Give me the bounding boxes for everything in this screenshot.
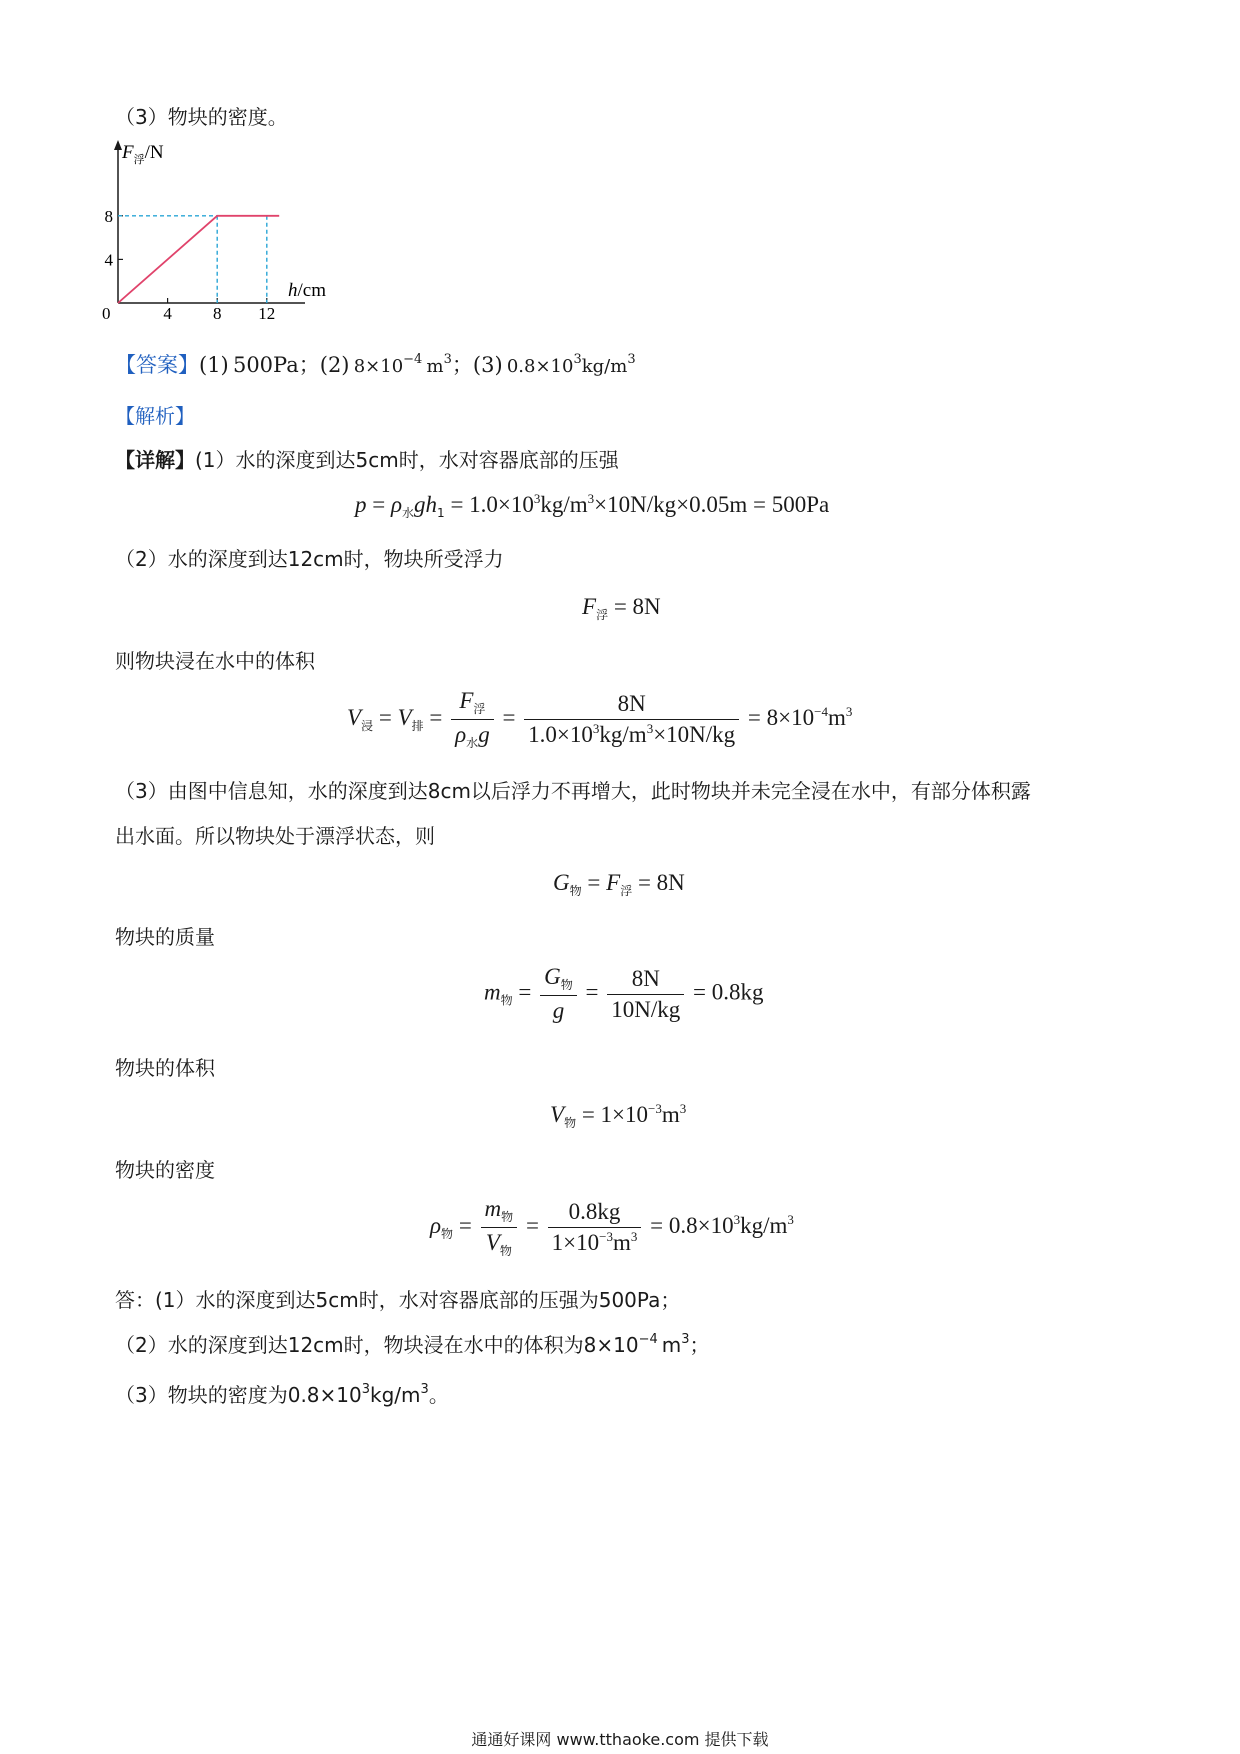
y-tick-label-8: 8: [104, 206, 113, 226]
eq7-frac2-den-unit: m: [613, 1230, 631, 1255]
answer-label: 【答案】: [115, 353, 199, 377]
answer-sep2: ；(3): [451, 353, 503, 377]
eq1-h-sub: 1: [437, 506, 445, 520]
conclusion-3-end: 。: [428, 1383, 449, 1407]
eq5-frac1-G-sub: 物: [560, 978, 573, 992]
eq1-eq: =: [372, 492, 386, 517]
eq4-G-sub: 物: [569, 884, 582, 898]
y-tick-label-4: 4: [104, 250, 113, 270]
eq6-unit: m: [661, 1102, 680, 1127]
eq1-g: g: [414, 492, 426, 517]
eq3-frac2-den-c: ×10N/kg: [653, 722, 736, 747]
equation-mass: [484, 964, 763, 1024]
eq5-frac2: [607, 966, 684, 1023]
eq3-frac2-den-a-exp: 3: [592, 721, 600, 736]
eq3-frac2-num: 8N: [524, 691, 739, 720]
detail-line-5: 物块的质量: [115, 925, 215, 949]
answer-part2-exp: −4: [403, 352, 423, 367]
footer-download-notice: 通通好课网 www.tthaoke.com 提供下载: [471, 1730, 769, 1749]
detail-part1-text: (1）水的深度到达5cm时，水对容器底部的压强: [195, 448, 619, 472]
eq6-rhs: = 1×10: [581, 1102, 649, 1127]
eq3-frac1-F-sub: 浮: [473, 702, 486, 716]
eq5-frac2-den: 10N/kg: [611, 996, 681, 1022]
eq3-rhs-exp: −4: [814, 703, 828, 719]
eq6-V-sub: 物: [564, 1116, 577, 1130]
eq3-frac2-den-b-exp: 3: [646, 721, 654, 736]
detail-line-2: （2）水的深度到达12cm时，物块所受浮力: [115, 547, 504, 571]
eq1-rhs2: kg/m: [540, 492, 588, 517]
conclusion-2-exp: −4: [638, 1332, 658, 1347]
conclusion-line-1: 答：(1）水的深度到达5cm时，水对容器底部的压强为500Pa；: [115, 1288, 681, 1312]
eq1-rhs3: ×10N/kg×0.05m = 500Pa: [594, 492, 830, 517]
equation-density: [430, 1196, 794, 1259]
detail-label: 【详解】: [115, 448, 195, 472]
origin-label: 0: [102, 304, 111, 323]
eq1-rhs: = 1.0×10: [450, 492, 534, 517]
eq7-rhs: = 0.8×10: [650, 1212, 734, 1238]
conclusion-2-end: ；: [689, 1333, 710, 1357]
eq2-rhs: = 8N: [613, 594, 661, 619]
answer-sep1: ；(2): [298, 353, 350, 377]
answer-part3-exp: 3: [573, 352, 582, 367]
conclusion-2-unit: m: [661, 1333, 682, 1357]
eq7-eq1: =: [458, 1212, 472, 1238]
detail-line-7: 物块的密度: [115, 1158, 215, 1182]
eq7-frac1: [481, 1196, 518, 1259]
eq5-m-sub: 物: [500, 993, 513, 1008]
eq1-rhs2-exp: 3: [587, 491, 595, 506]
question-part3: （3）物块的密度。: [115, 105, 288, 129]
eq4-F-sub: 浮: [620, 884, 633, 898]
eq7-frac2: [548, 1199, 642, 1256]
eq5-eq1: =: [518, 979, 532, 1005]
analysis-label: 【解析】: [115, 404, 195, 428]
answer-part3-unit-exp: 3: [627, 352, 636, 367]
x-tick-label-4: 4: [163, 304, 172, 323]
detail-line-1: [115, 446, 619, 474]
eq7-frac1-V: V: [485, 1230, 500, 1255]
answer-part1-value: 500Pa: [232, 353, 299, 377]
detail-line-4a: （3）由图中信息知，水的深度到达8cm以后浮力不再增大，此时物块并未完全浸在水中，有部分体积露: [115, 779, 1031, 803]
eq4-eq: =: [587, 870, 601, 895]
x-axis-label: h/cm: [288, 280, 326, 301]
eq1-p: p: [355, 492, 367, 517]
eq3-frac1-F: F: [459, 688, 474, 713]
eq7-rho: ρ: [430, 1212, 442, 1238]
eq2-F-sub: 浮: [596, 608, 609, 622]
eq6-V: V: [550, 1102, 565, 1127]
conclusion-line-3: [115, 1381, 449, 1409]
answer-part3-value: 0.8×10: [506, 356, 574, 377]
eq3-eq3: =: [502, 704, 516, 730]
eq4-G: G: [553, 870, 570, 895]
eq1-h: h: [425, 492, 438, 517]
conclusion-3-text: （3）物块的密度为0.8×10: [115, 1383, 362, 1407]
eq7-rhs-exp: 3: [733, 1211, 741, 1227]
eq7-frac1-m-sub: 物: [501, 1210, 514, 1224]
eq7-rhs-unit-exp: 3: [787, 1211, 794, 1227]
conclusion-3-unit-exp: 3: [420, 1382, 429, 1397]
eq3-frac2-den-b: kg/m: [599, 722, 647, 747]
eq7-frac1-m: m: [484, 1196, 502, 1221]
eq1-rhs-exp: 3: [533, 491, 541, 506]
eq3-V2: V: [397, 704, 412, 730]
eq7-frac2-den-unit-exp: 3: [630, 1229, 638, 1244]
buoyancy-depth-chart: [100, 138, 360, 368]
eq3-V1: V: [347, 704, 362, 730]
eq5-m: m: [484, 979, 501, 1005]
eq3-eq1: =: [378, 704, 392, 730]
eq7-eq2: =: [525, 1212, 539, 1238]
answer-part2-unit-exp: 3: [443, 352, 452, 367]
eq7-rho-sub: 物: [441, 1226, 454, 1241]
answer-part2-value: 8×10: [353, 356, 404, 377]
x-tick-label-8: 8: [212, 304, 222, 323]
equation-volume-immersed: [347, 688, 852, 751]
y-axis-label: $F_浮/N$: [122, 142, 164, 166]
detail-line-6: 物块的体积: [115, 1056, 215, 1080]
eq7-rhs-unit: kg/m: [740, 1212, 788, 1238]
conclusion-3-unit: kg/m: [370, 1383, 421, 1407]
eq1-rho-sub: 水: [402, 506, 415, 520]
eq7-frac2-den: 1×10: [551, 1230, 600, 1255]
equation-weight: [553, 870, 685, 899]
eq5-frac1-g: g: [552, 998, 565, 1023]
eq5-eq2: =: [585, 979, 599, 1005]
answer-line: [115, 351, 636, 381]
eq5-frac1-G: G: [544, 964, 561, 989]
eq3-frac1-g: g: [478, 722, 490, 747]
eq3-frac1-rho: ρ: [455, 722, 467, 747]
answer-part1-prefix: (1): [199, 353, 229, 377]
eq3-frac2-den-a: 1.0×10: [528, 722, 593, 747]
eq3-frac1-rho-sub: 水: [466, 736, 479, 750]
eq4-rhs: = 8N: [637, 870, 685, 895]
eq6-unit-exp: 3: [679, 1101, 687, 1116]
eq3-rhs-unit: m: [827, 704, 846, 730]
eq7-frac2-den-exp: −3: [599, 1229, 613, 1244]
conclusion-3-exp: 3: [361, 1382, 371, 1397]
y-axis-arrow: [114, 140, 122, 150]
eq1-rho: ρ: [390, 492, 403, 517]
buoyancy-series-line: [118, 216, 279, 303]
eq3-V2-sub: 排: [411, 718, 424, 733]
equation-buoyancy: [582, 594, 661, 623]
eq3-rhs-unit-exp: 3: [845, 703, 853, 719]
conclusion-2-text: （2）水的深度到达12cm时，物块浸在水中的体积为8×10: [115, 1333, 639, 1357]
eq5-rhs: = 0.8kg: [693, 979, 764, 1005]
eq4-F: F: [606, 870, 621, 895]
conclusion-2-unit-exp: 3: [681, 1332, 690, 1347]
detail-line-3: 则物块浸在水中的体积: [115, 649, 315, 673]
answer-part3-unit: kg/m: [581, 356, 628, 377]
eq3-rhs: = 8×10: [747, 704, 815, 730]
eq3-V1-sub: 浸: [361, 718, 374, 733]
answer-part2-unit: m: [426, 356, 444, 377]
eq3-frac2: [524, 691, 739, 748]
equation-volume: [550, 1102, 686, 1131]
eq3-eq2: =: [429, 704, 443, 730]
eq3-frac1: [451, 688, 494, 751]
x-tick-label-12: 12: [258, 304, 276, 323]
detail-line-4b: 出水面。所以物块处于漂浮状态，则: [115, 824, 435, 848]
equation-pressure: [355, 492, 829, 521]
eq2-F: F: [582, 594, 597, 619]
eq6-rhs-exp: −3: [648, 1101, 662, 1116]
conclusion-line-2: [115, 1331, 710, 1359]
eq7-frac2-num: 0.8kg: [548, 1199, 642, 1228]
eq7-frac1-V-sub: 物: [499, 1244, 512, 1258]
eq5-frac1: [540, 964, 577, 1024]
eq5-frac2-num: 8N: [607, 966, 684, 995]
